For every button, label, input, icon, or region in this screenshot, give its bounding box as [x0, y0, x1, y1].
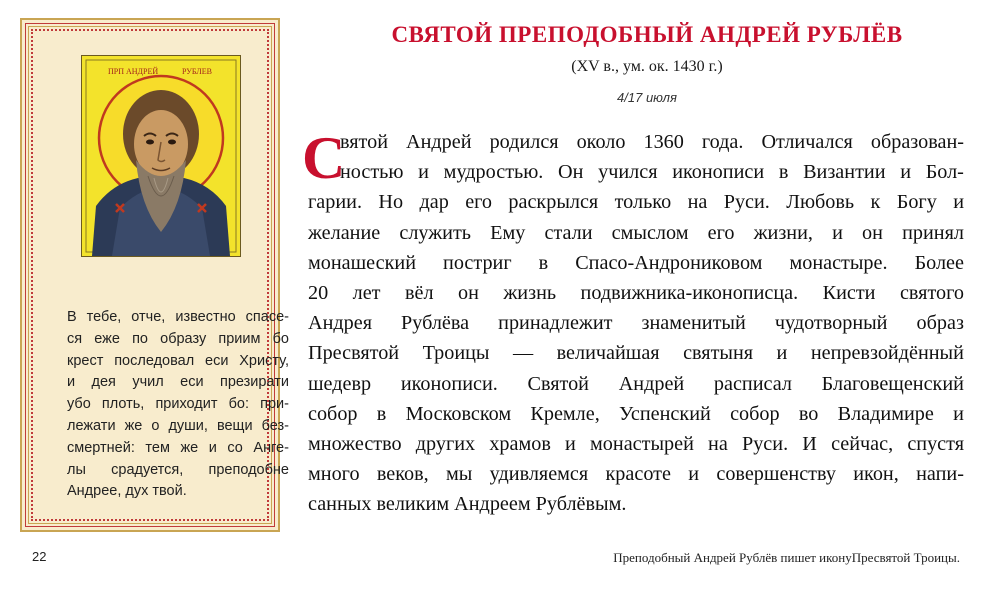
body-word: 20: [308, 281, 329, 304]
body-word: принял: [902, 221, 964, 244]
body-word: около: [576, 131, 626, 153]
body-word: ностью: [340, 161, 404, 184]
prayer-word: учил: [132, 374, 164, 391]
page-number: 22: [32, 549, 47, 564]
body-word: собор: [308, 402, 358, 425]
prayer-line: [67, 307, 289, 329]
body-word: мудростью.: [443, 161, 544, 184]
body-line: [308, 308, 964, 338]
body-word: храмов: [489, 432, 551, 455]
body-word: сейчас,: [831, 432, 894, 455]
body-word: расписал: [713, 372, 792, 395]
saint-icon-image: [81, 55, 241, 257]
body-word: Любовь: [786, 191, 855, 214]
saint-icon-illustration: [82, 56, 240, 256]
body-word: Руси.: [723, 191, 770, 214]
prayer-word: же: [180, 439, 199, 456]
body-word: и: [953, 402, 964, 425]
body-word: Андрея: [308, 312, 372, 335]
body-word: его: [707, 221, 735, 244]
prayer-word: приходит: [155, 396, 218, 413]
body-word: святого: [899, 281, 964, 304]
prayer-line: [67, 438, 289, 460]
body-word: мы: [446, 463, 473, 486]
body-word: к: [870, 191, 881, 214]
body-word: —: [512, 342, 534, 365]
prayer-line: [67, 351, 289, 373]
prayer-word: еси: [180, 374, 204, 391]
body-line: [308, 248, 964, 278]
body-word: служить: [399, 221, 472, 244]
body-line: [308, 369, 964, 399]
body-line: [308, 399, 964, 429]
body-word: и: [565, 432, 576, 455]
body-word: на: [708, 432, 728, 455]
prayer-word: души,: [168, 417, 208, 434]
body-word: Ему: [490, 221, 526, 244]
body-word: постриг: [443, 251, 512, 274]
body-word: жизнь: [503, 281, 557, 304]
prayer-word: крест: [67, 352, 104, 369]
prayer-line: [67, 329, 289, 351]
body-word: монашеский: [308, 251, 417, 274]
body-word: Андрей: [406, 131, 472, 153]
prayer-word: спасе-: [245, 309, 289, 325]
body-word: он: [457, 281, 479, 304]
body-word: жизни,: [753, 221, 813, 244]
body-line: [308, 127, 964, 157]
body-word: иконописи.: [400, 372, 498, 395]
prayer-word: еси: [205, 352, 229, 369]
body-word: Андрей: [618, 372, 685, 395]
body-word: величайшая: [556, 342, 660, 365]
body-word: года.: [701, 131, 744, 153]
body-word: и: [900, 161, 911, 184]
prayer-word: при-: [260, 396, 289, 413]
body-word: гарии.: [308, 191, 362, 214]
prayer-word: Андрее, дух твой.: [67, 483, 187, 500]
body-line: [308, 157, 964, 187]
body-word: в: [778, 161, 789, 184]
page-subtitle: (XV в., ум. ок. 1430 г.): [571, 58, 723, 75]
body-word: спустя: [907, 432, 964, 455]
prayer-word: бо:: [228, 396, 249, 413]
body-line: [308, 187, 964, 217]
body-word: Троицы: [422, 342, 490, 365]
body-word: множество: [308, 432, 402, 455]
body-word: Кисти: [822, 281, 876, 304]
body-word: красоте: [605, 463, 671, 486]
icon-inscription-left: ПРП АНДРЕЙ: [108, 67, 159, 76]
body-word: санных великим Андреем Рублёвым.: [308, 493, 627, 516]
body-line: [308, 338, 964, 368]
body-line: [308, 429, 964, 459]
body-word: и: [832, 221, 843, 244]
body-word: непревзойдённый: [810, 342, 964, 365]
body-word: веков,: [376, 463, 429, 486]
body-word: и: [953, 191, 964, 214]
body-word: Благовещенский: [821, 372, 964, 395]
body-word: Византии: [803, 161, 886, 184]
prayer-word: отче,: [131, 309, 166, 325]
body-word: иконописи: [672, 161, 765, 184]
body-word: стали: [544, 221, 593, 244]
dropcap-glyph: С: [302, 125, 346, 191]
prayer-word: вещи: [216, 417, 253, 434]
prayer-word: преподобне: [208, 461, 289, 478]
prayer-word: бо: [272, 330, 289, 347]
body-word: Бол-: [925, 161, 964, 184]
body-word: только: [614, 191, 672, 214]
body-word: Святой: [527, 372, 589, 395]
page-title: СВЯТОЙ ПРЕПОДОБНЫЙ АНДРЕЙ РУБЛЁВ: [391, 22, 903, 47]
prayer-line: [67, 481, 289, 503]
body-word: Отличался: [761, 131, 853, 153]
body-word: его: [465, 191, 493, 214]
body-word: образован-: [870, 131, 964, 153]
prayer-word: последовал: [114, 352, 195, 369]
prayer-word: со: [227, 439, 243, 456]
prayer-word: срадуется,: [111, 461, 184, 478]
body-word: учился: [598, 161, 658, 184]
prayer-word: лы: [67, 461, 86, 478]
body-word: Рублёва: [401, 312, 470, 335]
prayer-word: презирати: [219, 374, 289, 391]
prayer-word: приим: [218, 330, 261, 347]
body-word: монастырей: [590, 432, 694, 455]
body-word: и: [418, 161, 429, 184]
body-word: лет: [352, 281, 381, 304]
body-word: Но: [378, 191, 404, 214]
body-word: и: [776, 342, 788, 365]
body-word: он: [862, 221, 883, 244]
prayer-word: известно: [175, 309, 236, 325]
prayer-word: тебе,: [86, 309, 122, 325]
body-word: шедевр: [308, 372, 372, 395]
body-word: других: [415, 432, 476, 455]
body-word: чудотворный: [774, 312, 888, 335]
body-word: знаменитый: [641, 312, 746, 335]
body-word: Владимире: [837, 402, 934, 425]
prayer-word: и: [208, 439, 217, 456]
body-word: икон,: [853, 463, 899, 486]
prayer-word: смертней:: [67, 439, 135, 456]
prayer-word: еже: [94, 330, 120, 347]
prayer-line: [67, 460, 289, 482]
prayer-word: без-: [261, 417, 289, 434]
prayer-text: [67, 307, 289, 503]
body-word: Богу: [896, 191, 937, 214]
body-word: удивляемся: [489, 463, 589, 486]
body-word: и: [688, 463, 700, 486]
prayer-word: и: [67, 374, 76, 391]
prayer-line: [67, 372, 289, 394]
prayer-word: плоть,: [101, 396, 145, 413]
prayer-word: ся: [67, 330, 83, 347]
icon-inscription-right: РУБЛЕВ: [182, 67, 212, 76]
body-word: Московском: [405, 402, 512, 425]
body-word: Кремле,: [530, 402, 600, 425]
body-word: образ: [916, 312, 964, 335]
body-word: вёл: [404, 281, 434, 304]
body-word: собор: [730, 402, 780, 425]
body-word: вятой: [340, 131, 389, 153]
body-word: совершенству: [716, 463, 836, 486]
body-word: Он: [558, 161, 584, 184]
body-word: Руси.: [741, 432, 789, 455]
body-word: желание: [308, 221, 381, 244]
side-panel: [20, 18, 289, 532]
body-word: подвижника-иконописца.: [580, 281, 799, 304]
prayer-word: о: [151, 417, 160, 434]
body-word: дар: [419, 191, 449, 214]
body-word: много: [308, 463, 360, 486]
body-word: раскрылся: [508, 191, 599, 214]
prayer-word: Анге-: [253, 439, 289, 456]
prayer-word: лежати: [67, 417, 116, 434]
life-text: [308, 127, 964, 519]
body-word: Успенский: [619, 402, 711, 425]
body-word: И: [802, 432, 817, 455]
body-word: родился: [489, 131, 559, 153]
body-line: [308, 278, 964, 308]
body-word: 1360: [643, 131, 684, 153]
prayer-word: убо: [67, 396, 91, 413]
prayer-word: Христу,: [239, 352, 289, 369]
body-word: на: [687, 191, 708, 214]
body-line: [308, 489, 964, 519]
prayer-word: по: [132, 330, 148, 347]
prayer-line: [67, 416, 289, 438]
body-word: напи-: [916, 463, 964, 486]
prayer-line: [67, 394, 289, 416]
body-word: монастыре.: [789, 251, 888, 274]
body-word: в: [538, 251, 549, 274]
body-word: в: [376, 402, 387, 425]
prayer-word: В: [67, 309, 77, 325]
prayer-word: тем: [145, 439, 170, 456]
illustration-caption: Преподобный Андрей Рублёв пишет иконуПресвятой Троицы.: [613, 550, 960, 565]
body-word: смыслом: [611, 221, 689, 244]
body-line: [308, 218, 964, 248]
prayer-word: же: [124, 417, 143, 434]
feast-date: 4/17 июля: [617, 90, 677, 105]
body-word: во: [798, 402, 819, 425]
body-word: принадлежит: [498, 312, 613, 335]
body-word: Более: [914, 251, 964, 274]
prayer-word: образу: [160, 330, 207, 347]
body-word: святыня: [683, 342, 754, 365]
body-line: [308, 459, 964, 489]
body-word: Спасо-Андрониковом: [575, 251, 763, 274]
prayer-word: дея: [91, 374, 116, 391]
body-word: Пресвятой: [308, 342, 400, 365]
